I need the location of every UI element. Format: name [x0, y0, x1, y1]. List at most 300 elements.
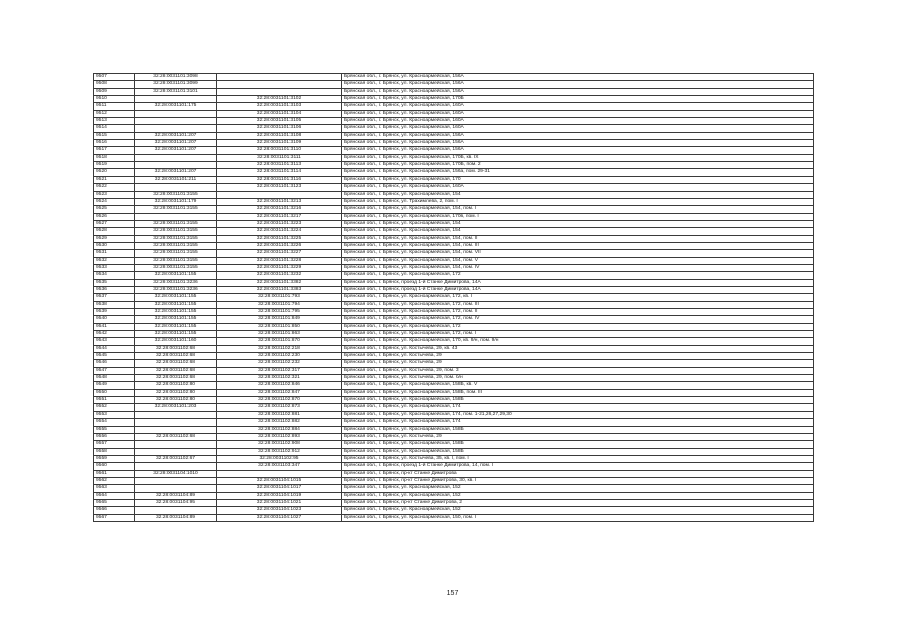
row-number-cell: 9546	[94, 360, 135, 367]
table-row	[94, 419, 814, 426]
table-row	[94, 132, 814, 139]
table-row	[94, 147, 814, 154]
old-cadastral-number-cell	[135, 213, 217, 220]
old-cadastral-number-cell	[135, 426, 217, 433]
table-row	[94, 235, 814, 242]
old-cadastral-number-cell: 32:28:0031101:207	[135, 147, 217, 154]
row-number-cell: 9552	[94, 404, 135, 411]
old-cadastral-number-cell	[135, 411, 217, 418]
new-cadastral-number-cell: 32:28:0031104:1021	[217, 499, 342, 506]
new-cadastral-number-cell: 32:28:0031104:1019	[217, 492, 342, 499]
old-cadastral-number-cell: 32:28:0031101:175	[135, 103, 217, 110]
old-cadastral-number-cell	[135, 448, 217, 455]
address-cell: Брянская обл., г. Брянск, ул. Красноармейская, 152	[342, 492, 814, 499]
new-cadastral-number-cell: 32:28:0031101:3123	[217, 184, 342, 191]
new-cadastral-number-cell: 32:28:0031102:882	[217, 419, 342, 426]
address-cell: Брянская обл., г. Брянск, ул. Красноармейская, 158Б	[342, 441, 814, 448]
row-number-cell: 9528	[94, 228, 135, 235]
address-cell: Брянская обл., г. Брянск, пр-кт Станке Димитрова, 2	[342, 499, 814, 506]
new-cadastral-number-cell: 32:28:0031102:321	[217, 375, 342, 382]
old-cadastral-number-cell	[135, 154, 217, 161]
new-cadastral-number-cell: 32:28:0031101:794	[217, 301, 342, 308]
table-row	[94, 397, 814, 404]
table-row	[94, 426, 814, 433]
old-cadastral-number-cell: 32:28:0031104:1010	[135, 470, 217, 477]
new-cadastral-number-cell: 32:28:0031101:3226	[217, 242, 342, 249]
address-cell: Брянская обл., г. Брянск, ул. Красноармейская, 152	[342, 507, 814, 514]
address-cell: Брянская обл., г. Брянск, ул. Красноармейская, 154	[342, 220, 814, 227]
row-number-cell: 9545	[94, 353, 135, 360]
table-row	[94, 389, 814, 396]
table-row	[94, 162, 814, 169]
address-cell: Брянская обл., г. Брянск, ул. Красноармейская, 160А	[342, 125, 814, 132]
new-cadastral-number-cell: 32:28:0031102:230	[217, 353, 342, 360]
new-cadastral-number-cell: 32:28:0031101:3224	[217, 228, 342, 235]
table-row	[94, 470, 814, 477]
table-row	[94, 404, 814, 411]
table-row	[94, 411, 814, 418]
new-cadastral-number-cell: 32:28:0031101:3104	[217, 110, 342, 117]
new-cadastral-number-cell: 32:28:0031102:846	[217, 382, 342, 389]
table-row	[94, 213, 814, 220]
new-cadastral-number-cell: 32:28:0031101:3111	[217, 154, 342, 161]
old-cadastral-number-cell: 32:28:0031101:207	[135, 132, 217, 139]
address-cell: Брянская обл., г. Брянск, ул. Красноармейская, 158Б	[342, 448, 814, 455]
row-number-cell: 9558	[94, 448, 135, 455]
old-cadastral-number-cell: 32:28:0031102:80	[135, 382, 217, 389]
old-cadastral-number-cell: 32:28:0031101:211	[135, 176, 217, 183]
old-cadastral-number-cell: 32:28:0031104:89	[135, 514, 217, 521]
old-cadastral-number-cell: 32:28:0031101:3101	[135, 88, 217, 95]
old-cadastral-number-cell: 32:28:0031101:3155	[135, 257, 217, 264]
new-cadastral-number-cell: 32:28:0031104:1023	[217, 507, 342, 514]
old-cadastral-number-cell: 32:28:0031101:3155	[135, 191, 217, 198]
new-cadastral-number-cell: 32:28:0031102:870	[217, 397, 342, 404]
new-cadastral-number-cell: 32:28:0031101:3216	[217, 206, 342, 213]
old-cadastral-number-cell: 32:28:0031102:68	[135, 360, 217, 367]
row-number-cell: 9530	[94, 242, 135, 249]
row-number-cell: 9518	[94, 154, 135, 161]
address-cell: Брянская обл., г. Брянск, ул. Красноармейская, 156А	[342, 81, 814, 88]
address-cell: Брянская обл., г. Брянск, ул. Красноармейская, 174	[342, 419, 814, 426]
row-number-cell: 9510	[94, 96, 135, 103]
row-number-cell: 9566	[94, 507, 135, 514]
table-row	[94, 507, 814, 514]
address-cell: Брянская обл., г. Брянск, ул. Костычева, 29, пом. 3	[342, 367, 814, 374]
address-cell: Брянская обл., г. Брянск, ул. Костычева, 29	[342, 353, 814, 360]
row-number-cell: 9542	[94, 331, 135, 338]
new-cadastral-number-cell: 32:28:0031101:3114	[217, 169, 342, 176]
new-cadastral-number-cell: 32:28:0031102:908	[217, 441, 342, 448]
row-number-cell: 9523	[94, 191, 135, 198]
row-number-cell: 9521	[94, 176, 135, 183]
address-cell: Брянская обл., г. Брянск, ул. Красноармейская, 170Б, пом. 2	[342, 162, 814, 169]
old-cadastral-number-cell: 32:28:0031102:80	[135, 397, 217, 404]
cadastral-table	[93, 73, 814, 522]
table-row	[94, 492, 814, 499]
row-number-cell: 9512	[94, 110, 135, 117]
address-cell: Брянская обл., г. Брянск, пр-кт Станке Димитрова, 30, кв. I	[342, 477, 814, 484]
row-number-cell: 9524	[94, 198, 135, 205]
address-cell: Брянская обл., г. Брянск, ул. Красноармейская, 154	[342, 191, 814, 198]
new-cadastral-number-cell	[217, 81, 342, 88]
address-cell: Брянская обл., г. Брянск, ул. Красноармейская, 154, пом. V	[342, 257, 814, 264]
new-cadastral-number-cell: 32:28:0031101:3227	[217, 250, 342, 257]
old-cadastral-number-cell: 32:28:0031102:68	[135, 367, 217, 374]
row-number-cell: 9522	[94, 184, 135, 191]
table-row	[94, 81, 814, 88]
old-cadastral-number-cell	[135, 184, 217, 191]
table-row	[94, 220, 814, 227]
new-cadastral-number-cell: 32:28:0031101:3110	[217, 147, 342, 154]
new-cadastral-number-cell: 32:28:0031101:3383	[217, 286, 342, 293]
address-cell: Брянская обл., г. Брянск, ул. Красноармейская, 170Б, кв. IX	[342, 154, 814, 161]
old-cadastral-number-cell	[135, 485, 217, 492]
row-number-cell: 9553	[94, 411, 135, 418]
row-number-cell: 9534	[94, 272, 135, 279]
new-cadastral-number-cell: 32:28:0031102:912	[217, 448, 342, 455]
address-cell: Брянская обл., г. Брянск, ул. Красноармейская, 172, пом. II	[342, 309, 814, 316]
old-cadastral-number-cell: 32:28:0031101:155	[135, 316, 217, 323]
new-cadastral-number-cell: 32:28:0031101:849	[217, 316, 342, 323]
old-cadastral-number-cell: 32:28:0031101:3155	[135, 242, 217, 249]
table-row	[94, 375, 814, 382]
table-row	[94, 169, 814, 176]
address-cell: Брянская обл., г. Брянск, ул. Красноармейская, 156А	[342, 132, 814, 139]
row-number-cell: 9549	[94, 382, 135, 389]
row-number-cell: 9526	[94, 213, 135, 220]
row-number-cell: 9559	[94, 455, 135, 462]
address-cell: Брянская обл., г. Брянск, ул. Красноармейская, 160А	[342, 103, 814, 110]
old-cadastral-number-cell: 32:28:0031102:67	[135, 455, 217, 462]
page-number: 157	[446, 590, 459, 597]
address-cell: Брянская обл., г. Брянск, проезд 1-й Станке Димитрова, 14А	[342, 286, 814, 293]
table-row	[94, 184, 814, 191]
old-cadastral-number-cell	[135, 162, 217, 169]
row-number-cell: 9567	[94, 514, 135, 521]
address-cell: Брянская обл., г. Брянск, ул. Красноармейская, 154	[342, 228, 814, 235]
table-row	[94, 198, 814, 205]
old-cadastral-number-cell: 32:28:0031101:3155	[135, 206, 217, 213]
row-number-cell: 9544	[94, 345, 135, 352]
address-cell: Брянская обл., г. Брянск, ул. Красноармейская, 152	[342, 485, 814, 492]
new-cadastral-number-cell: 32:28:0031102:218	[217, 345, 342, 352]
old-cadastral-number-cell	[135, 463, 217, 470]
row-number-cell: 9554	[94, 419, 135, 426]
table-row	[94, 455, 814, 462]
row-number-cell: 9533	[94, 264, 135, 271]
row-number-cell: 9517	[94, 147, 135, 154]
address-cell: Брянская обл., г. Брянск, ул. Красноармейская, 172, кв. I	[342, 294, 814, 301]
address-cell: Брянская обл., г. Брянск, ул. Красноармейская, 156А	[342, 88, 814, 95]
address-cell: Брянская обл., г. Брянск, ул. Красноармейская, 156А	[342, 147, 814, 154]
address-cell: Брянская обл., г. Брянск, ул. Красноармейская, 158Б, пом. III	[342, 389, 814, 396]
table-row	[94, 294, 814, 301]
address-cell: Брянская обл., г. Брянск, ул. Костычева, 29, пом. б/н	[342, 375, 814, 382]
row-number-cell: 9531	[94, 250, 135, 257]
new-cadastral-number-cell: 32:28:0031102:893	[217, 433, 342, 440]
address-cell: Брянская обл., г. Брянск, ул. Красноармейская, 158Б	[342, 397, 814, 404]
new-cadastral-number-cell: 32:28:0031104:1015	[217, 477, 342, 484]
address-cell: Брянская обл., г. Брянск, ул. Красноармейская, 170в, пом. I	[342, 213, 814, 220]
old-cadastral-number-cell: 32:28:0031102:68	[135, 345, 217, 352]
row-number-cell: 9561	[94, 470, 135, 477]
table-row	[94, 382, 814, 389]
table-row	[94, 360, 814, 367]
row-number-cell: 9563	[94, 485, 135, 492]
address-cell: Брянская обл., г. Брянск, ул. Красноармейская, 156А	[342, 74, 814, 81]
row-number-cell: 9565	[94, 499, 135, 506]
new-cadastral-number-cell: 32:28:0031101:3228	[217, 257, 342, 264]
new-cadastral-number-cell: 32:28:0031101:3229	[217, 264, 342, 271]
old-cadastral-number-cell: 32:28:0031101:3098	[135, 74, 217, 81]
address-cell: Брянская обл., г. Брянск, ул. Красноармейская, 154, пом. VII	[342, 250, 814, 257]
row-number-cell: 9536	[94, 286, 135, 293]
table-row	[94, 353, 814, 360]
old-cadastral-number-cell: 32:28:0031104:95	[135, 499, 217, 506]
address-cell: Брянская обл., г. Брянск, ул. Красноармейская, 172	[342, 323, 814, 330]
row-number-cell: 9514	[94, 125, 135, 132]
new-cadastral-number-cell: 32:28:0031104:1017	[217, 485, 342, 492]
table-row	[94, 463, 814, 470]
address-cell: Брянская обл., г. Брянск, проезд 1-й Станке Димитрова, 14, пом. I	[342, 463, 814, 470]
row-number-cell: 9541	[94, 323, 135, 330]
new-cadastral-number-cell: 32:28:0031101:863	[217, 331, 342, 338]
row-number-cell: 9564	[94, 492, 135, 499]
table-row	[94, 367, 814, 374]
old-cadastral-number-cell	[135, 110, 217, 117]
table-row	[94, 206, 814, 213]
old-cadastral-number-cell: 32:28:0031101:179	[135, 198, 217, 205]
address-cell: Брянская обл., г. Брянск, ул. Красноармейская, 174	[342, 404, 814, 411]
table-row	[94, 286, 814, 293]
address-cell: Брянская обл., г. Брянск, проезд 1-й Станке Димитрова, 14А	[342, 279, 814, 286]
address-cell: Брянская обл., г. Брянск, ул. Красноармейская, 158Б, кв. V	[342, 382, 814, 389]
row-number-cell: 9540	[94, 316, 135, 323]
row-number-cell: 9547	[94, 367, 135, 374]
row-number-cell: 9543	[94, 338, 135, 345]
address-cell: Брянская обл., г. Брянск, ул. Красноармейская, 172, пом. III	[342, 301, 814, 308]
new-cadastral-number-cell: 32:28:0031101:3103	[217, 103, 342, 110]
address-cell: Брянская обл., г. Брянск, ул. Красноармейская, 160А	[342, 118, 814, 125]
address-cell: Брянская обл., г. Брянск, ул. Трахимлева, 2, пом. I	[342, 198, 814, 205]
address-cell: Брянская обл., г. Брянск, ул. Красноармейская, 154, пом. II	[342, 235, 814, 242]
old-cadastral-number-cell: 32:28:0031101:207	[135, 169, 217, 176]
old-cadastral-number-cell	[135, 477, 217, 484]
row-number-cell: 9551	[94, 397, 135, 404]
address-cell: Брянская обл., г. Брянск, ул. Красноармейская, 172	[342, 272, 814, 279]
table-row	[94, 103, 814, 110]
table-row	[94, 338, 814, 345]
table-row	[94, 191, 814, 198]
new-cadastral-number-cell: 32:28:0031101:795	[217, 309, 342, 316]
row-number-cell: 9520	[94, 169, 135, 176]
table-row	[94, 96, 814, 103]
old-cadastral-number-cell: 32:28:0031101:3236	[135, 279, 217, 286]
row-number-cell: 9556	[94, 433, 135, 440]
new-cadastral-number-cell: 32:28:0031101:3106	[217, 125, 342, 132]
old-cadastral-number-cell: 32:28:0031101:3155	[135, 250, 217, 257]
old-cadastral-number-cell: 32:28:0031101:3099	[135, 81, 217, 88]
table-row	[94, 176, 814, 183]
old-cadastral-number-cell: 32:28:0031101:203	[135, 404, 217, 411]
address-cell: Брянская обл., г. Брянск, ул. Красноармейская, 158Б	[342, 426, 814, 433]
cadastral-table-body	[94, 74, 814, 522]
row-number-cell: 9511	[94, 103, 135, 110]
table-row	[94, 272, 814, 279]
row-number-cell: 9516	[94, 140, 135, 147]
old-cadastral-number-cell: 32:28:0031102:68	[135, 353, 217, 360]
new-cadastral-number-cell: 32:28:0031101:3105	[217, 118, 342, 125]
old-cadastral-number-cell: 32:28:0031101:155	[135, 272, 217, 279]
new-cadastral-number-cell: 32:28:0031102:95	[217, 455, 342, 462]
table-row	[94, 448, 814, 455]
address-cell: Брянская обл., г. Брянск, ул. Красноармейская, 156А	[342, 140, 814, 147]
table-row	[94, 279, 814, 286]
new-cadastral-number-cell	[217, 470, 342, 477]
new-cadastral-number-cell: 32:28:0031102:873	[217, 404, 342, 411]
new-cadastral-number-cell: 32:28:0031101:3102	[217, 96, 342, 103]
row-number-cell: 9525	[94, 206, 135, 213]
old-cadastral-number-cell: 32:28:0031101:160	[135, 338, 217, 345]
old-cadastral-number-cell: 32:28:0031101:3155	[135, 235, 217, 242]
address-cell: Брянская обл., г. Брянск, ул. Красноармейская, 170Б	[342, 96, 814, 103]
table-row	[94, 331, 814, 338]
address-cell: Брянская обл., г. Брянск, ул. Красноармейская, 156а, пом. 29-31	[342, 169, 814, 176]
row-number-cell: 9519	[94, 162, 135, 169]
table-row	[94, 154, 814, 161]
new-cadastral-number-cell: 32:28:0031102:847	[217, 389, 342, 396]
old-cadastral-number-cell	[135, 441, 217, 448]
old-cadastral-number-cell	[135, 507, 217, 514]
row-number-cell: 9529	[94, 235, 135, 242]
old-cadastral-number-cell	[135, 125, 217, 132]
table-row	[94, 242, 814, 249]
table-row	[94, 323, 814, 330]
row-number-cell: 9509	[94, 88, 135, 95]
row-number-cell: 9515	[94, 132, 135, 139]
table-row	[94, 140, 814, 147]
old-cadastral-number-cell: 32:28:0031101:155	[135, 331, 217, 338]
table-row	[94, 88, 814, 95]
new-cadastral-number-cell	[217, 88, 342, 95]
old-cadastral-number-cell: 32:28:0031101:3155	[135, 228, 217, 235]
row-number-cell: 9532	[94, 257, 135, 264]
new-cadastral-number-cell: 32:28:0031101:3109	[217, 140, 342, 147]
address-cell: Брянская обл., г. Брянск, ул. Костычева, 29, кв. 43	[342, 345, 814, 352]
address-cell: Брянская обл., г. Брянск, ул. Красноармейская, 150, пом. I	[342, 514, 814, 521]
table-row	[94, 441, 814, 448]
row-number-cell: 9548	[94, 375, 135, 382]
table-row	[94, 228, 814, 235]
old-cadastral-number-cell	[135, 118, 217, 125]
row-number-cell: 9513	[94, 118, 135, 125]
old-cadastral-number-cell: 32:28:0031101:3236	[135, 286, 217, 293]
address-cell: Брянская обл., г. Брянск, ул. Красноармейская, 160А	[342, 184, 814, 191]
address-cell: Брянская обл., г. Брянск, ул. Красноармейская, 172, пом. IV	[342, 316, 814, 323]
row-number-cell: 9508	[94, 81, 135, 88]
table-row	[94, 264, 814, 271]
row-number-cell: 9527	[94, 220, 135, 227]
new-cadastral-number-cell: 32:28:0031101:3232	[217, 272, 342, 279]
old-cadastral-number-cell: 32:28:0031102:68	[135, 375, 217, 382]
table-row	[94, 499, 814, 506]
new-cadastral-number-cell	[217, 74, 342, 81]
table-row	[94, 477, 814, 484]
table-row	[94, 118, 814, 125]
new-cadastral-number-cell: 32:28:0031101:793	[217, 294, 342, 301]
new-cadastral-number-cell: 32:28:0031101:3213	[217, 198, 342, 205]
table-row	[94, 433, 814, 440]
row-number-cell: 9535	[94, 279, 135, 286]
address-cell: Брянская обл., г. Брянск, ул. Красноармейская, 154, пом. III	[342, 242, 814, 249]
table-row	[94, 74, 814, 81]
address-cell: Брянская обл., г. Брянск, пр-кт Станке Димитрова	[342, 470, 814, 477]
old-cadastral-number-cell: 32:28:0031102:80	[135, 389, 217, 396]
table-row	[94, 316, 814, 323]
new-cadastral-number-cell: 32:28:0031103:347	[217, 463, 342, 470]
new-cadastral-number-cell: 32:28:0031101:3116	[217, 176, 342, 183]
table-row	[94, 485, 814, 492]
address-cell: Брянская обл., г. Брянск, ул. Красноармейская, 154, пом. I	[342, 206, 814, 213]
new-cadastral-number-cell: 32:28:0031101:3113	[217, 162, 342, 169]
old-cadastral-number-cell: 32:28:0031101:207	[135, 140, 217, 147]
row-number-cell: 9562	[94, 477, 135, 484]
new-cadastral-number-cell: 32:28:0031104:1027	[217, 514, 342, 521]
address-cell: Брянская обл., г. Брянск, ул. Красноармейская, 172, пом. I	[342, 331, 814, 338]
new-cadastral-number-cell	[217, 191, 342, 198]
new-cadastral-number-cell: 32:28:0031101:3217	[217, 213, 342, 220]
address-cell: Брянская обл., г. Брянск, ул. Костычева, 29	[342, 433, 814, 440]
old-cadastral-number-cell	[135, 96, 217, 103]
old-cadastral-number-cell: 32:28:0031101:155	[135, 309, 217, 316]
old-cadastral-number-cell: 32:28:0031101:3155	[135, 220, 217, 227]
row-number-cell: 9507	[94, 74, 135, 81]
old-cadastral-number-cell: 32:28:0031101:155	[135, 294, 217, 301]
new-cadastral-number-cell: 32:28:0031101:3225	[217, 235, 342, 242]
row-number-cell: 9560	[94, 463, 135, 470]
table-row	[94, 514, 814, 521]
address-cell: Брянская обл., г. Брянск, ул. Красноармейская, 154, пом. IV	[342, 264, 814, 271]
new-cadastral-number-cell: 32:28:0031101:870	[217, 338, 342, 345]
old-cadastral-number-cell: 32:28:0031104:89	[135, 492, 217, 499]
old-cadastral-number-cell: 32:28:0031101:3155	[135, 264, 217, 271]
address-cell: Брянская обл., г. Брянск, ул. Красноармейская, 170	[342, 176, 814, 183]
old-cadastral-number-cell: 32:28:0031101:155	[135, 323, 217, 330]
table-row	[94, 257, 814, 264]
address-cell: Брянская обл., г. Брянск, ул. Красноармейская, 170, кв. 9/н, пом. 9/н	[342, 338, 814, 345]
table-row	[94, 110, 814, 117]
row-number-cell: 9557	[94, 441, 135, 448]
row-number-cell: 9538	[94, 301, 135, 308]
table-row	[94, 125, 814, 132]
new-cadastral-number-cell: 32:28:0031102:232	[217, 360, 342, 367]
row-number-cell: 9539	[94, 309, 135, 316]
old-cadastral-number-cell: 32:28:0031102:68	[135, 433, 217, 440]
address-cell: Брянская обл., г. Брянск, ул. Костычева, 35, кв. I, пом. I	[342, 455, 814, 462]
address-cell: Брянская обл., г. Брянск, ул. Костычева, 29	[342, 360, 814, 367]
old-cadastral-number-cell: 32:28:0031101:155	[135, 301, 217, 308]
address-cell: Брянская обл., г. Брянск, ул. Красноармейская, 174, пом. 1-21,26,27,29,30	[342, 411, 814, 418]
new-cadastral-number-cell: 32:28:0031102:317	[217, 367, 342, 374]
new-cadastral-number-cell: 32:28:0031101:3223	[217, 220, 342, 227]
new-cadastral-number-cell: 32:28:0031102:884	[217, 426, 342, 433]
new-cadastral-number-cell: 32:28:0031101:3382	[217, 279, 342, 286]
table-row	[94, 250, 814, 257]
table-row	[94, 345, 814, 352]
address-cell: Брянская обл., г. Брянск, ул. Красноармейская, 160А	[342, 110, 814, 117]
old-cadastral-number-cell	[135, 419, 217, 426]
